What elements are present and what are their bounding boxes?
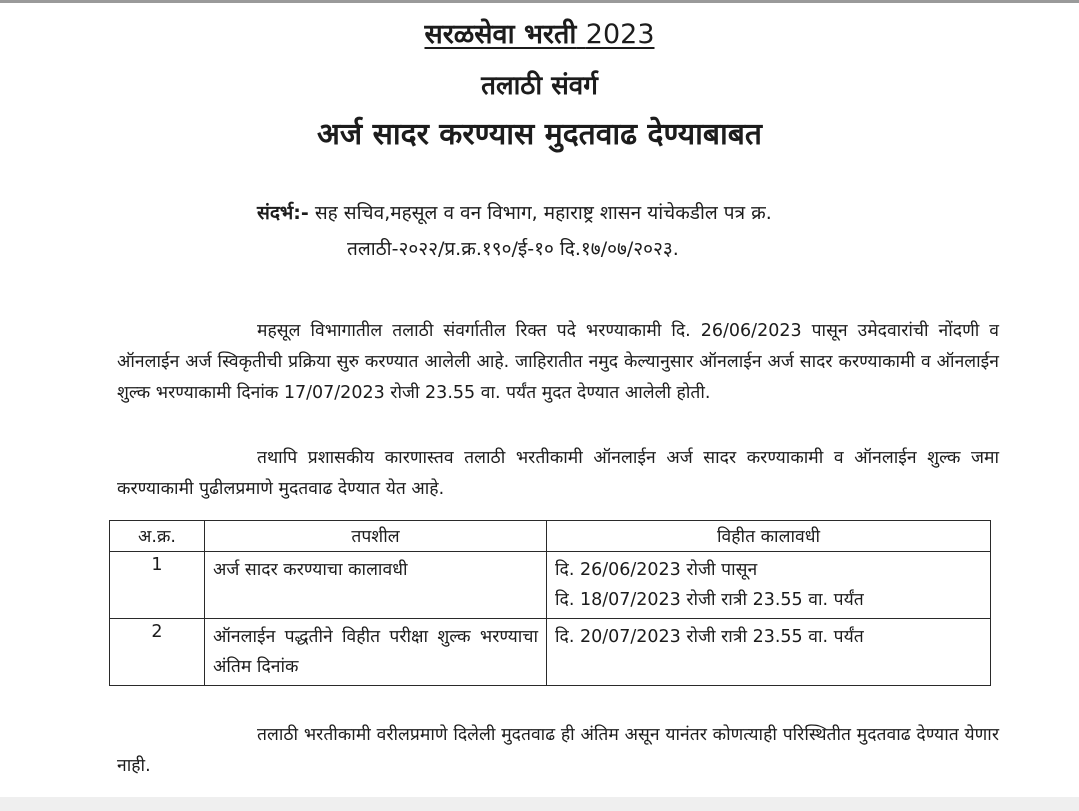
bottom-edge-shade [0,797,1079,811]
paragraph-extension-text: तथापि प्रशासकीय कारणास्तव तलाठी भरतीकामी ऑनलाईन अर्ज सादर करण्याकामी व ऑनलाईन शुल्क जमा करण्याकामी पुढीलप्रमाणे मुदतवाढ देण्यात येत आहे. [117,448,999,499]
reference-block [257,195,997,267]
table-row [110,619,991,686]
reference-label: संदर्भ:- [257,202,309,224]
top-border-line [0,0,1079,3]
row-period-line-1: दि. 26/06/2023 रोजी पासून [555,560,758,580]
header-serial: अ.क्र. [110,521,205,552]
table-row [110,552,991,619]
deadline-table [109,520,991,686]
header-period: विहीत कालावधी [547,521,991,552]
row-details: ऑनलाईन पद्धतीने विहीत परीक्षा शुल्क भरण्याचा अंतिम दिनांक [205,619,547,686]
row-period [547,552,991,619]
reference-text-1: सह सचिव,महसूल व वन विभाग, महाराष्ट्र शासन यांचेकडील पत्र क्र. [308,202,772,224]
row-period-line-2: दि. 18/07/2023 रोजी रात्री 23.55 वा. पर्यंत [555,590,864,610]
row-serial: 2 [110,619,205,686]
row-period-line-1: दि. 20/07/2023 रोजी रात्री 23.55 वा. पर्यंत [555,627,864,647]
cadre-heading: तलाठी संवर्ग [481,71,598,101]
header-details: तपशील [205,521,547,552]
recruitment-title [0,14,1079,51]
paragraph-extension [117,443,999,505]
subject-heading: अर्ज सादर करण्यास मुदतवाढ देण्याबाबत [316,117,762,152]
table-header-row [110,521,991,552]
reference-line-1 [257,195,997,231]
paragraph-registration-text: महसूल विभागातील तलाठी संवर्गातील रिक्त पदे भरण्याकामी दि. 26/06/2023 पासून उमेदवारांची नोंदणी व ऑनलाईन अर्ज स्विकृतीची प्रक्रिया सुरु करण्यात आलेली आहे. जाहिरातीत नमुद केल्यानुसार ऑनलाईन अर्ज सादर करण्याकामी व ऑनलाईन शुल्क भरण्याकामी दिनांक 17/07/2023 रोजी 23.55 वा. पर्यंत मुदत देण्यात आलेली होती. [117,321,999,403]
recruitment-title-text: सरळसेवा भरती [424,19,577,50]
row-period [547,619,991,686]
paragraph-final-notice [117,720,999,782]
paragraph-final-notice-text: तलाठी भरतीकामी वरीलप्रमाणे दिलेली मुदतवाढ ही अंतिम असून यानंतर कोणत्याही परिस्थितीत मुदतवाढ देण्यात येणार नाही. [117,725,999,776]
row-serial: 1 [110,552,205,619]
reference-line-2: तलाठी-२०२२/प्र.क्र.१९०/ई-१० दि.१७/०७/२०२३. [347,238,679,260]
paragraph-registration [117,316,999,409]
recruitment-year: 2023 [585,19,655,50]
row-details: अर्ज सादर करण्याचा कालावधी [205,552,547,619]
